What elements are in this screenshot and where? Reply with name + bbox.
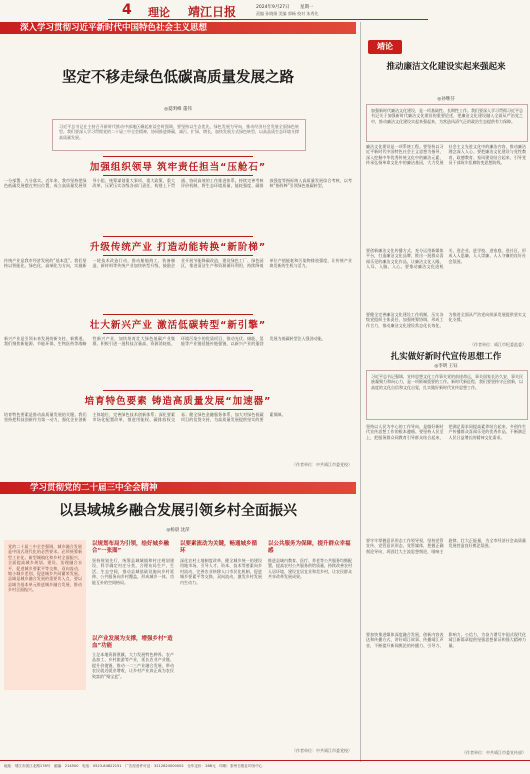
subhead-rule-top bbox=[103, 236, 253, 237]
masthead-rule bbox=[108, 19, 428, 20]
subhead-rule-bottom bbox=[103, 175, 253, 176]
subhead-text: 升级传统产业 打造动能转换“新阶梯” bbox=[89, 241, 267, 253]
right-article1-title: 推动廉洁文化建设实起来强起来 bbox=[386, 62, 506, 72]
subhead-text: 培育特色要素 铸造高质量发展“加速器” bbox=[84, 395, 272, 407]
article2-paragraph-3: 深化农村土地制度改革，健全城乡统一的建设用地市场，引导人才、资本、技术等要素向乡村流动，完善农业转移人口市民化机制，促进城乡要素平等交换、双向流动，激发乡村发展内生动力。 bbox=[180, 558, 262, 585]
article2-subhead-2: 以产业发展为支撑，增强乡村“造血”功能 bbox=[92, 636, 173, 649]
right-article2-abstract: 习近平总书记强调，宣传思想文化工作事关党的前途命运，事关国家长治久安，事关民族凝聚力和向心力，是一项极端重要的工作。新时代新征程，我们要坚持守正创新，以高度的文化自信和文化自觉，扎实做好新时代宣传思想工作。 bbox=[371, 374, 523, 390]
section-name: 理论 bbox=[148, 6, 170, 19]
paper-logo: 靖江日报 bbox=[188, 5, 237, 19]
article2-abstract: 党的二十届三中全会强调，城乡融合发展是中国式现代化的必然要求。必须统筹新型工业化、新型城镇化和乡村全面振兴，全面提高城乡规划、建设、治理融合水平，促进城乡要素平等交换、双向流动，缩小城乡差别，促进城乡共同繁荣发展。县域是城乡融合发展的重要切入点，要以县域为基本单元推进城乡融合发展，推动乡村全面振兴。 bbox=[8, 544, 82, 593]
article1-title: 坚定不移走绿色低碳高质量发展之路 bbox=[62, 70, 294, 86]
subhead-rule-top bbox=[103, 314, 253, 315]
article1-subhead-2 bbox=[0, 236, 356, 256]
article1-paragraph-1: 一分部署，九分落实。近年来，我市坚持把绿色低碳发展摆在突出位置，成立高质量发展领导小组，统筹谋划重大事项、重大政策、重大改革，压紧压实各级各部门责任，构建上下贯通、协同高效的工作推进体系。持续完善考核评价机制，将生态环境质量、能耗强度、碳排放强度等指标纳入高质量发展综合考核，以考核“指挥棒”引领绿色低碳转型。 bbox=[4, 178, 352, 189]
right-article1-author-note: （作者单位：靖江市纪委监委） bbox=[470, 342, 526, 347]
article2-author-note: （作者单位：中共靖江市委党校） bbox=[292, 748, 352, 753]
editor-credits: 责编 孙晓娟 美编 郭畅 校对 朱秀先 bbox=[256, 11, 319, 16]
article2-paragraph-2: 立足本地资源禀赋，大力发展特色种养、农产品加工、乡村旅游等产业，延长农业产业链、提升价值链，推动一二三产业融合发展，带动农民就近就业增收，让乡村产业真正成为农民致富的“聚宝盆”。 bbox=[92, 652, 174, 679]
right-article1-byline: ◎孙继芬 bbox=[437, 97, 455, 102]
article1-abstract-box bbox=[52, 119, 306, 151]
column-badge-text: 靖论 bbox=[377, 42, 393, 51]
article2-byline: ◎杨晨 沈萍 bbox=[166, 528, 190, 533]
article2-subhead-1: 以规划布局为引领，绘好城乡融合“一张图” bbox=[92, 541, 170, 554]
right-article2-abstract-box bbox=[366, 370, 528, 420]
article2-subhead-4: 以公共服务为保障，提升群众幸福感 bbox=[268, 541, 351, 554]
article2-paragraph-1: 坚持规划先行，统筹县域城镇和村庄规划建设，科学确定村庄分类，合理布局生产、生活、生态空间，推动县域基础设施向乡村延伸、公共服务向乡村覆盖，形成城乡一体、功能互补的空间格局。 bbox=[92, 558, 174, 585]
footer-rule bbox=[0, 760, 530, 761]
article1-subhead-1 bbox=[0, 156, 356, 176]
right-article2-author-note: （作者单位：中共靖江市委宣传部） bbox=[462, 750, 526, 755]
subhead-rule-top bbox=[103, 156, 253, 157]
right-article2-paragraph-3: 要加快推进媒体深度融合发展，创新内容表达和传播方式，讲好靖江故事、传播靖江声音，不断提升新闻舆论的传播力、引导力、影响力、公信力，为奋力谱写中国式现代化靖江新篇章提供坚强思想保证和强大精神力量。 bbox=[366, 632, 526, 648]
issue-date: 2024年9月27日 bbox=[256, 5, 290, 10]
article2-paragraph-4: 推进县域内教育、医疗、养老等公共服务均衡配置，提高农村公共服务供给质量，持续改善农村人居环境，建设宜居宜业和美乡村，让农民群众共享改革发展成果。 bbox=[268, 558, 352, 580]
series-banner-2 bbox=[0, 482, 356, 494]
article2-abstract-box bbox=[4, 540, 86, 690]
right-article2-paragraph-2: 要牢牢掌握意识形态工作领导权，坚持党管宣传、党管意识形态、党管媒体，把握正确舆论导向，巩固壮大主流思想舆论，唱响主旋律、壮大正能量，为全市经济社会高质量发展营造良好舆论氛围。 bbox=[366, 538, 526, 554]
subhead-rule-top bbox=[103, 390, 253, 391]
article1-byline: ◎夏明峰 董伟 bbox=[164, 107, 192, 112]
right-article1-paragraph-2: 要创新廉洁文化传播方式，充分运用新媒体平台，打造廉洁文化品牌，推出一批群众喜闻乐见的廉洁文化作品，让廉洁文化入眼、入耳、入脑、入心。要推动廉洁文化进机关、进企业、进学校、进家庭、进社区，形成人人思廉、人人崇廉、人人守廉的良好社会氛围。 bbox=[366, 248, 526, 270]
subhead-rule-bottom bbox=[103, 333, 253, 334]
article2-title: 以县域城乡融合发展引领乡村全面振兴 bbox=[59, 503, 297, 519]
right-article1-paragraph-1: 廉洁文化建设是一项系统工程。要坚持以习近平新时代中国特色社会主义思想为指导，深入挖掘中华优秀传统文化中的廉洁元素，传承弘扬革命文化中的廉洁基因，大力发展社会主义先进文化中的廉洁内容，推动廉洁理念深入人心。要把廉洁文化建设与党性教育、政德教育、家风建设结合起来，引导党员干部筑牢拒腐防变思想防线。 bbox=[366, 144, 526, 166]
article1-paragraph-3: 新兴产业是引领未来发展的新支柱、新赛道。我们聚焦新能源、节能环保、生物医药等战略性新兴产业，加快培育壮大绿色低碳产业集群，积极引进一批科技含量高、资源消耗低、环境污染少的优质项目，推动光伏、储能、氢能等产业链延链补链强链，以新兴产业的蓬勃发展为低碳转型注入强劲动能。 bbox=[4, 336, 326, 347]
subhead-text: 加强组织领导 筑牢责任担当“压舱石” bbox=[89, 161, 267, 173]
subhead-rule-bottom bbox=[103, 409, 253, 410]
column-badge bbox=[368, 40, 402, 54]
right-article2-byline: ◎李明 王钰 bbox=[434, 364, 458, 369]
article1-abstract: 习近平总书记在主持召开新时代推动中部地区崛起座谈会时强调，要坚持以生态优先、绿色发展为导向，推动经济社会发展全面绿色转型。我们要深入学习贯彻党的二十届三中全会精神，协同推进降碳、减污、扩绿、增长，加快发展方式绿色转型，以高品质生态环境支撑高质量发展。 bbox=[59, 124, 299, 140]
subhead-rule-bottom bbox=[103, 255, 253, 256]
article1-subhead-4 bbox=[0, 390, 356, 410]
right-article2-title: 扎实做好新时代宣传思想工作 bbox=[390, 352, 502, 362]
series-banner bbox=[0, 22, 356, 34]
article2-subhead-3: 以要素流动为关键，畅通城乡循环 bbox=[180, 541, 258, 554]
issue-weekday: 星期一 bbox=[300, 5, 314, 10]
article1-subhead-3 bbox=[0, 314, 356, 334]
column-divider bbox=[360, 22, 361, 762]
right-article1-paragraph-3: 要健全完善廉洁文化建设工作机制，压实各级党组织主体责任，加强统筹协调，形成工作合力，推动廉洁文化建设常态化长效化，为推进全面从严治党向纵深发展提供坚实文化支撑。 bbox=[366, 312, 526, 328]
series-banner-2-text: 学习贯彻党的二十届三中全会精神 bbox=[30, 483, 158, 493]
footer-text: 地址：靖江市滨江北路178号 邮编：214500 电话：0523-84822151 广告经营许可证：3212824000002 全年定价：288元 印刷：泰州日报社印务中心 bbox=[4, 764, 263, 768]
subhead-text: 壮大新兴产业 激活低碳转型“新引擎” bbox=[89, 319, 267, 331]
right-article2-paragraph-1: 坚持以人民为中心的工作导向，是做好新时代宣传思想工作的根本遵循。要坚持人民至上，把服务群众同教育引导群众结合起来，把满足需求同提高素养结合起来，多创作生产传播群众喜闻乐见的优秀作品，不断满足人民日益增长的精神文化需求。 bbox=[366, 424, 526, 440]
article1-paragraph-4: 培育特色要素是推动高质量发展的关键。我们坚持把科技创新作为第一动力，强化企业创新主体地位，完善绿色技术创新体系；深化要素市场化配置改革，推进用能权、碳排放权交易；健全绿色金融服务体系，加大对绿色低碳项目的信贷支持，为高质量发展提供坚实的要素保障。 bbox=[4, 412, 286, 423]
series-banner-text: 深入学习贯彻习近平新时代中国特色社会主义思想 bbox=[20, 23, 208, 33]
page-number: 4 bbox=[122, 2, 132, 18]
right-article1-abstract: 加强新时代廉洁文化建设，是一项基础性、长期性工作。我们要深入学习贯彻习近平总书记关于加强新时代廉洁文化建设的重要论述，把廉洁文化建设融入全面从严治党之中，推动廉洁文化建设实起来强起来，为营造风清气正的政治生态提供有力保障。 bbox=[371, 108, 523, 124]
article1-paragraph-2: 传统产业是我市经济发展的“基本盘”。我们坚持以智能化、绿色化、高端化为方向，实施新一轮技术改造行动，推动船舶海工、装备制造、新材料等传统产业加快转型升级，鼓励企业开展节能降碳改造，建设绿色工厂、绿色园区，推进清洁生产和资源循环利用，持续降低单位产值能耗和污染物排放强度，让传统产业焕发新的生机与活力。 bbox=[4, 258, 352, 269]
right-article1-abstract-box bbox=[366, 104, 528, 142]
article1-author-note: （作者单位：中共靖江市委党校） bbox=[292, 462, 352, 467]
masthead bbox=[0, 0, 530, 20]
